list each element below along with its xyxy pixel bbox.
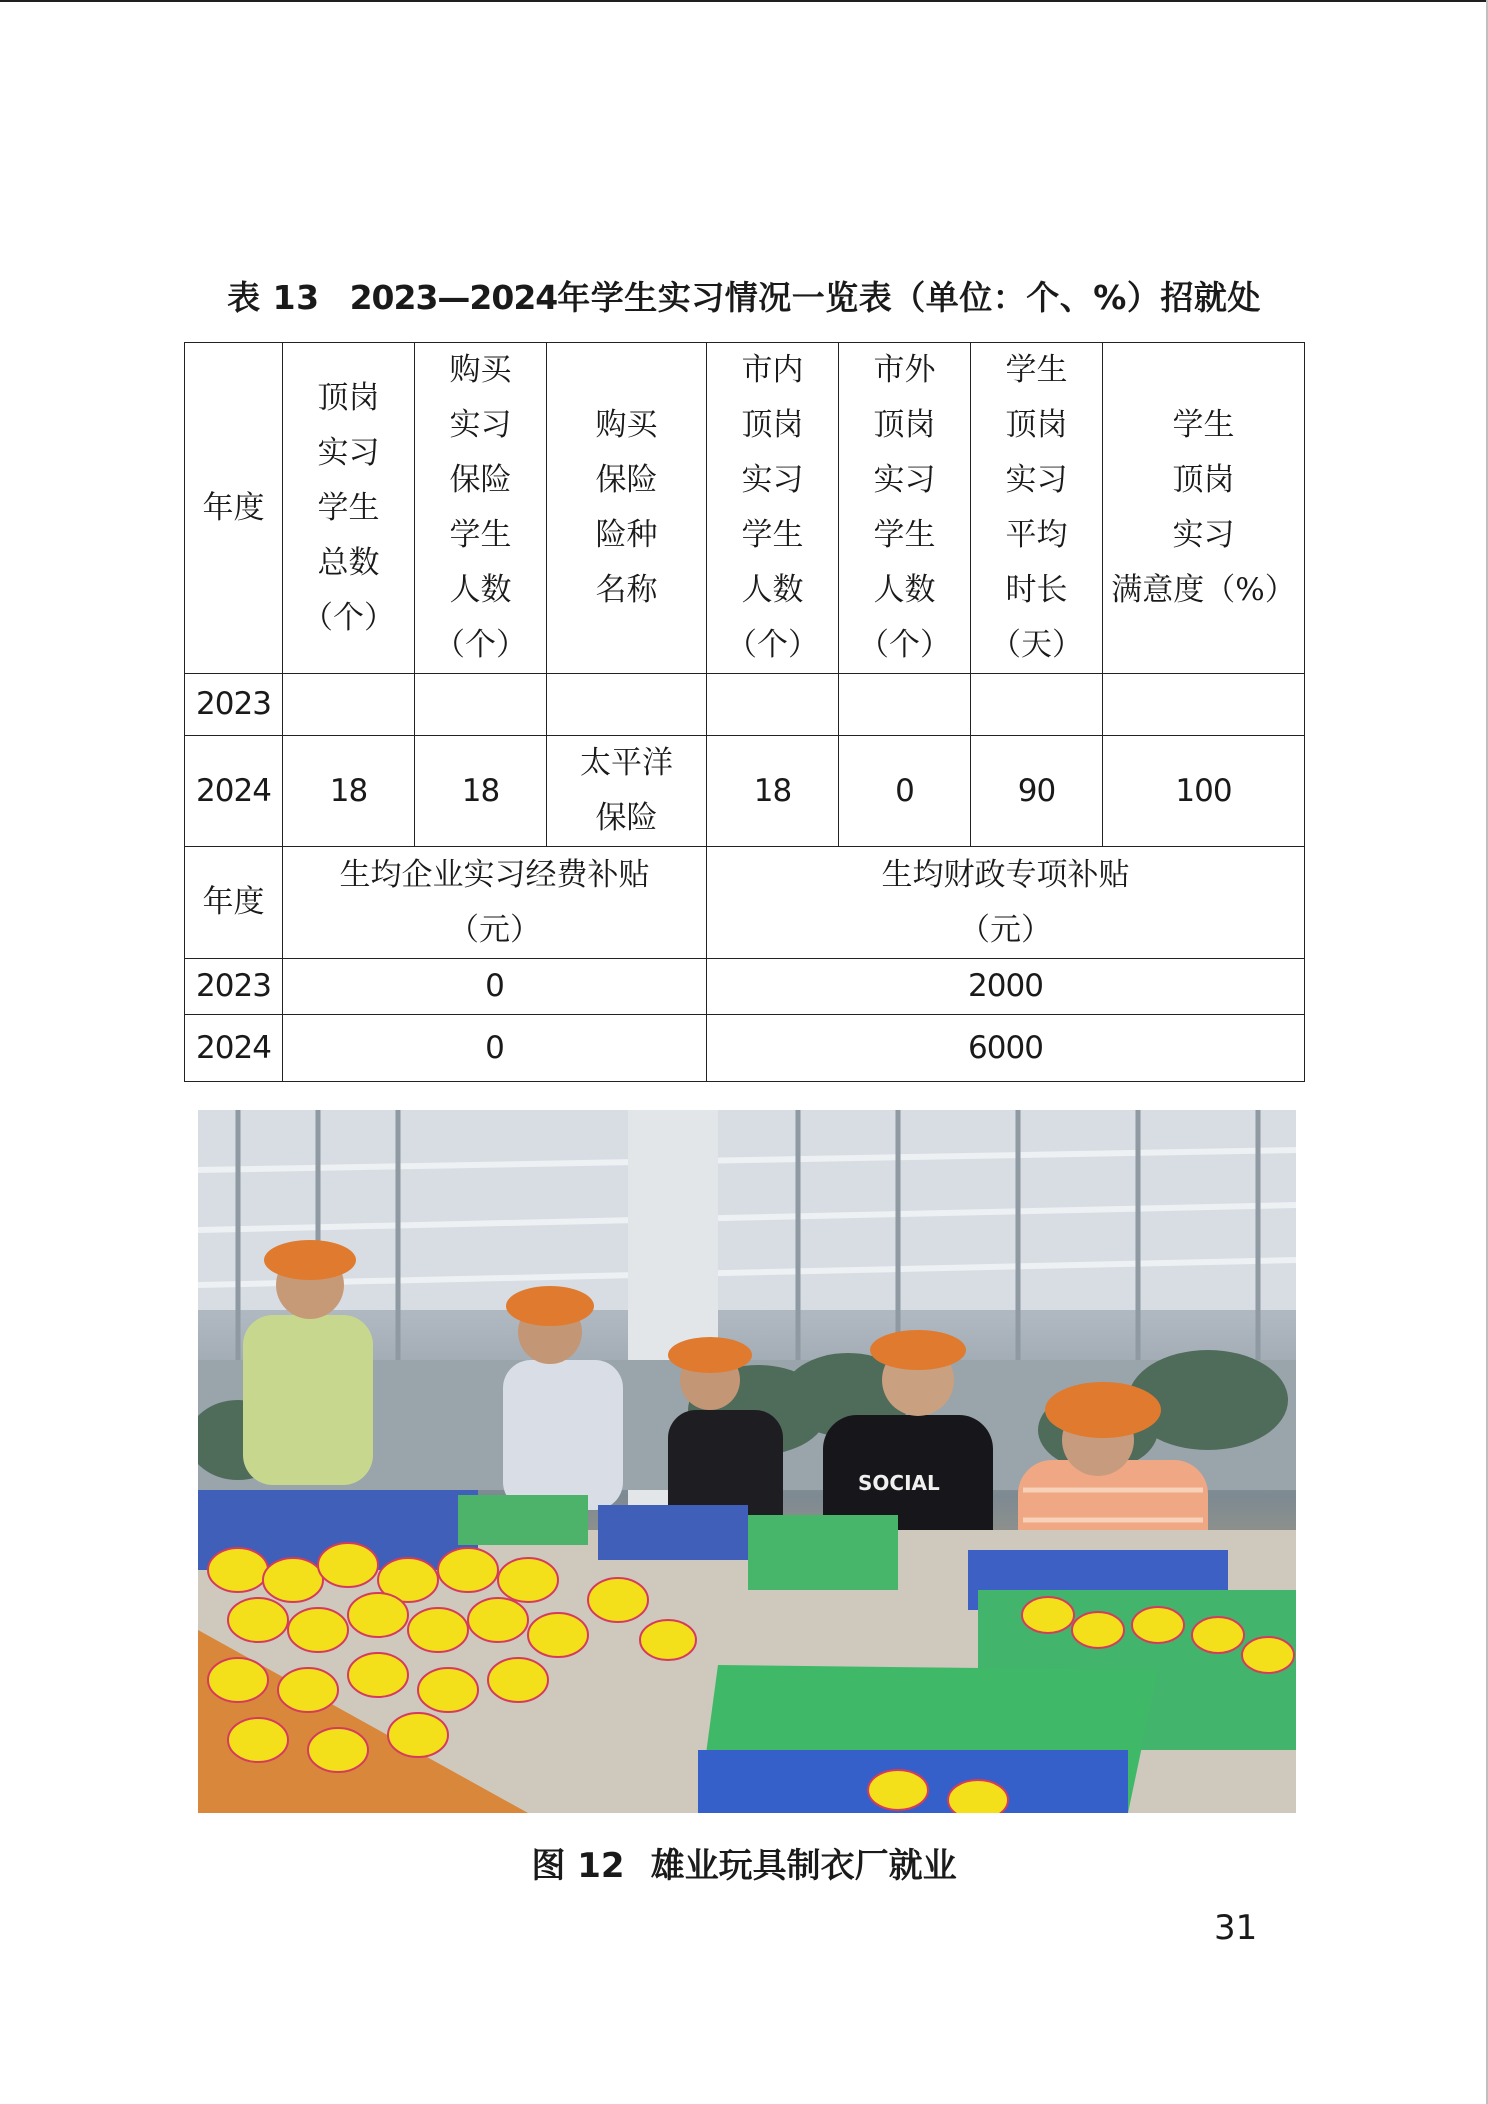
shirt-text: SOCIAL	[858, 1471, 940, 1495]
subsidy-header-year: 年度	[185, 847, 283, 959]
cell-satisfaction: 100	[1103, 736, 1305, 847]
table-row	[185, 1015, 1305, 1082]
table-title	[0, 272, 1488, 319]
cell-in-city: 18	[707, 736, 839, 847]
cell-out-city: 0	[839, 736, 971, 847]
header-avg-days: 学生 顶岗 实习 平均 时长 （天）	[971, 343, 1103, 674]
cell-enterprise-subsidy: 0	[283, 959, 707, 1015]
cell-avg-days: 90	[971, 736, 1103, 847]
cell-satisfaction	[1103, 674, 1305, 736]
header-satisfaction: 学生 顶岗 实习 满意度（%）	[1103, 343, 1305, 674]
table-row	[185, 674, 1305, 736]
table-title-text: 年学生实习情况一览表（单位：个、%）招就处	[557, 278, 1261, 317]
cell-insured: 18	[415, 736, 547, 847]
cell-insurance-name: 太平洋 保险	[547, 736, 707, 847]
page-number: 31	[1214, 1908, 1258, 1948]
table-row	[185, 959, 1305, 1015]
cell-fiscal-subsidy: 2000	[707, 959, 1305, 1015]
internship-table	[184, 342, 1305, 1082]
cell-enterprise-subsidy: 0	[283, 1015, 707, 1082]
cell-out-city	[839, 674, 971, 736]
cell-total: 18	[283, 736, 415, 847]
cell-year: 2023	[185, 674, 283, 736]
figure-caption	[0, 1838, 1488, 1887]
subsidy-header-fiscal: 生均财政专项补贴 （元）	[707, 847, 1305, 959]
header-in-city: 市内 顶岗 实习 学生 人数 （个）	[707, 343, 839, 674]
subsidy-header-row	[185, 847, 1305, 959]
cell-avg-days	[971, 674, 1103, 736]
table-row	[185, 736, 1305, 847]
header-year: 年度	[185, 343, 283, 674]
header-out-city: 市外 顶岗 实习 学生 人数 （个）	[839, 343, 971, 674]
header-insured-students: 购买 实习 保险 学生 人数 （个）	[415, 343, 547, 674]
page-top-border	[0, 0, 1488, 2]
cell-fiscal-subsidy: 6000	[707, 1015, 1305, 1082]
cell-year: 2024	[185, 1015, 283, 1082]
figure-number: 图 12	[531, 1846, 625, 1886]
cell-total	[283, 674, 415, 736]
cell-year: 2024	[185, 736, 283, 847]
table-number: 表 13	[227, 278, 320, 317]
cell-insurance-name	[547, 674, 707, 736]
cell-insured	[415, 674, 547, 736]
factory-scene-illustration	[198, 1110, 1296, 1813]
figure-title: 雄业玩具制衣厂就业	[650, 1846, 957, 1886]
factory-photo	[198, 1110, 1296, 1813]
header-total-students: 顶岗 实习 学生 总数 （个）	[283, 343, 415, 674]
cell-year: 2023	[185, 959, 283, 1015]
header-insurance-name: 购买 保险 险种 名称	[547, 343, 707, 674]
cell-in-city	[707, 674, 839, 736]
table-period: 2023—2024	[349, 278, 558, 317]
header-row	[185, 343, 1305, 674]
subsidy-header-enterprise: 生均企业实习经费补贴 （元）	[283, 847, 707, 959]
